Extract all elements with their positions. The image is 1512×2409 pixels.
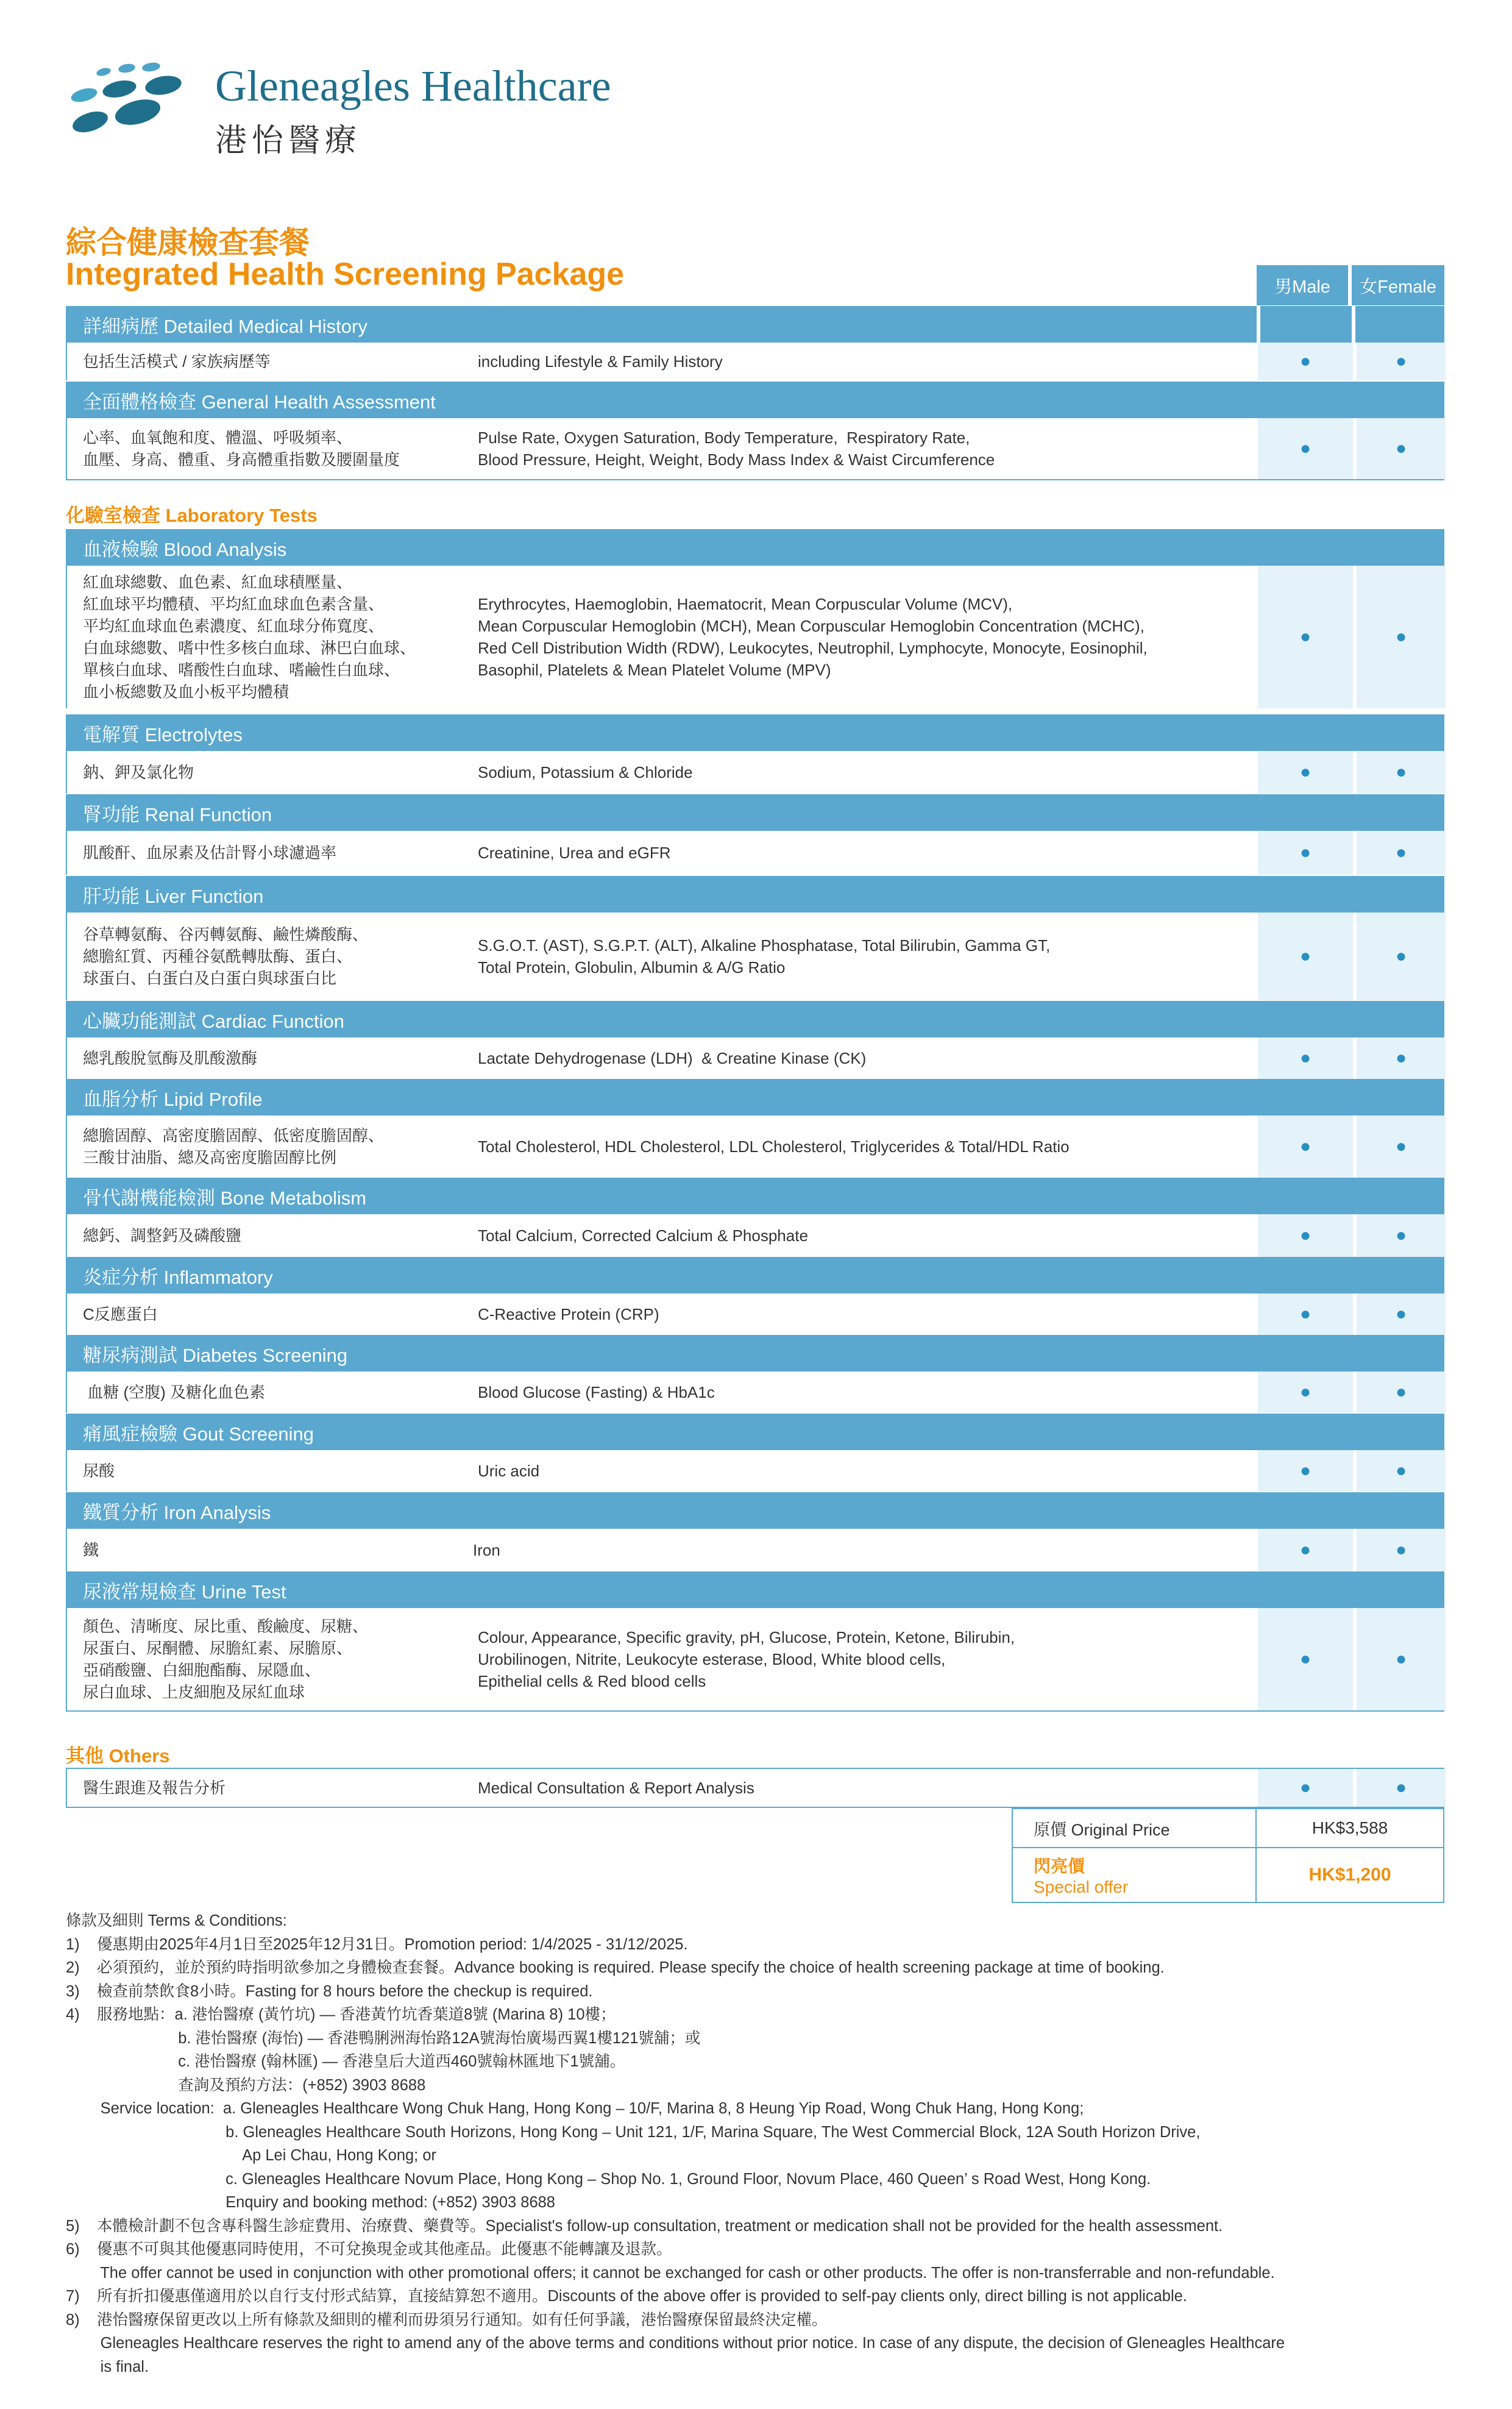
terms-line: The offer cannot be used in conjunction with other promotional offers; it cannot be exchanged for cash or other products. The offer is non-transferrable and non-refundable. (66, 2264, 1275, 2282)
female-check-icon: ● (1357, 1293, 1446, 1335)
table-row (66, 751, 1444, 794)
section-header-label: 血脂分析 Lipid Profile (83, 1088, 263, 1110)
section-header-label: 腎功能 Renal Function (83, 803, 272, 825)
table-row (66, 1037, 1444, 1079)
others-heading: 其他 Others (66, 1745, 170, 1767)
terms-line: 5) 本體檢計劃不包含專科醫生診症費用、治療費、藥費等。Specialist's follow-up consultation, treatment or medication shall not be provided for the health assessment. (66, 2217, 1223, 2235)
section-header-label: 骨代謝機能檢測 Bone Metabolism (83, 1187, 367, 1209)
row-label-en: S.G.O.T. (AST), S.G.P.T. (ALT), Alkaline Phosphatase, Total Bilirubin, Gamma GT, Total Protein, Globulin, Albumin & A/G Ratio (478, 936, 1051, 977)
section-urine-test (66, 1571, 1444, 1712)
section-header (66, 1492, 1444, 1529)
special-offer-value: HK$1,200 (1308, 1865, 1391, 1885)
male-check-icon: ● (1258, 566, 1353, 708)
row-label-en: Pulse Rate, Oxygen Saturation, Body Temperature, Respiratory Rate, Blood Pressure, Height, Weight, Body Mass Index & Waist Circumference (478, 429, 995, 469)
terms-line: b. Gleneagles Healthcare South Horizons, Hong Kong – Unit 121, 1/F, Marina Square, The West Commercial Block, 12A South Horizon Drive, (66, 2123, 1201, 2141)
original-price-label: 原價 Original Price (1013, 1809, 1257, 1847)
table-row (66, 1116, 1444, 1178)
female-check-icon: ● (1357, 1037, 1446, 1079)
male-check-icon: ● (1258, 1214, 1353, 1257)
male-check-icon: ● (1258, 1529, 1353, 1571)
terms-line: 查詢及預約方法：(+852) 3903 8688 (66, 2076, 426, 2094)
table-row (66, 566, 1444, 708)
section-header (66, 382, 1444, 418)
section-lipid-profile (66, 1079, 1444, 1178)
brand-logo-mark (66, 61, 200, 152)
terms-line: Service location: a. Gleneagles Healthcare Wong Chuk Hang, Hong Kong – 10/F, Marina 8, 8 Heung Yip Road, Wong Chuk Hang, Hong Kong; (66, 2100, 1084, 2117)
male-check-icon: ● (1258, 1608, 1353, 1710)
terms-line: 條款及細則 Terms & Conditions: (66, 1912, 287, 1929)
brand-name-en: Gleneagles Healthcare (215, 62, 611, 110)
female-check-icon: ● (1357, 566, 1446, 708)
section-header-label: 痛風症檢驗 Gout Screening (83, 1423, 314, 1445)
lab-tests-heading: 化驗室檢查 Laboratory Tests (66, 505, 318, 526)
section-gout-screening (66, 1414, 1444, 1492)
male-check-icon: ● (1258, 1450, 1353, 1492)
section-header (66, 1414, 1444, 1450)
table-row (66, 913, 1444, 1000)
section-header (66, 1335, 1444, 1372)
terms-line: 2) 必須預約，並於預約時指明欲參加之身體檢查套餐。Advance booking is required. Please specify the choice of health screening package at time of booking. (66, 1959, 1165, 1976)
female-check-icon: ● (1357, 1769, 1446, 1807)
section-header-label: 炎症分析 Inflammatory (83, 1266, 273, 1288)
section-header (66, 1178, 1444, 1214)
original-price-value: HK$3,588 (1311, 1818, 1388, 1837)
row-label-en: Colour, Appearance, Specific gravity, pH, Glucose, Protein, Ketone, Bilirubin, Urobilinogen, Nitrite, Leukocyte esterase, Blood, White blood cells, Epithelial cells & Red blood cells (478, 1628, 1015, 1690)
male-check-icon: ● (1258, 343, 1353, 380)
male-check-icon: ● (1258, 751, 1353, 794)
male-check-icon: ● (1258, 913, 1353, 1000)
section-blood-analysis (66, 529, 1444, 708)
row-label-zh: 心率、血氧飽和度、體溫、呼吸頻率、 血壓、身高、體重、身高體重指數及腰圍量度 (83, 429, 400, 469)
row-label-zh: 總膽固醇、高密度膽固醇、低密度膽固醇、 三酸甘油脂、總及高密度膽固醇比例 (83, 1126, 385, 1167)
section-iron-analysis (66, 1492, 1444, 1571)
row-label-zh: 鈉、鉀及氯化物 (83, 763, 194, 781)
female-check-icon: ● (1357, 1529, 1446, 1571)
section-cardiac-function (66, 1001, 1444, 1079)
row-label-en: including Lifestyle & Family History (478, 352, 723, 371)
table-row (66, 1372, 1444, 1413)
terms-line: Enquiry and booking method: (+852) 3903 8688 (66, 2194, 555, 2211)
special-offer-label-zh: 閃亮價 (1034, 1857, 1085, 1876)
section-header (66, 1079, 1444, 1116)
female-check-icon: ● (1357, 343, 1446, 380)
row-label-en: Total Calcium, Corrected Calcium & Phosphate (478, 1226, 808, 1245)
section-header (66, 1571, 1444, 1608)
terms-line: 4) 服務地點：a. 港怡醫療 (黃竹坑) — 香港黃竹坑香葉道8號 (Marina 8) 10樓； (66, 2006, 616, 2023)
row-label-zh: 谷草轉氨酶、谷丙轉氨酶、鹼性燐酸酶、 總膽紅質、丙種谷氨酰轉肽酶、蛋白、 球蛋白、白蛋白及白蛋白與球蛋白比 (83, 925, 369, 987)
section-liver-function (66, 876, 1444, 1000)
terms-line: c. 港怡醫療 (翰林匯) — 香港皇后大道西460號翰林匯地下1號舖。 (66, 2053, 626, 2070)
section-header-label: 糖尿病測試 Diabetes Screening (83, 1344, 348, 1366)
page-title-zh: 綜合健康檢查套餐 (66, 226, 310, 260)
row-label-en: Creatinine, Urea and eGFR (478, 844, 671, 862)
table-row (66, 343, 1444, 380)
row-label-zh: 尿酸 (83, 1462, 115, 1480)
row-label-zh: 鐵 (83, 1541, 99, 1559)
column-header-male: 男Male (1257, 265, 1348, 305)
row-label-zh: 顏色、清晰度、尿比重、酸鹼度、尿糖、 尿蛋白、尿酮體、尿膽紅素、尿膽原、 亞硝酸鹽、白細胞酯酶、尿隱血、 尿白血球、上皮細胞及尿紅血球 (83, 1617, 369, 1701)
section-header (66, 306, 1444, 343)
table-row (66, 1214, 1444, 1257)
table-row (66, 1529, 1444, 1571)
terms-line: is final. (66, 2358, 149, 2375)
section-header-label: 鐵質分析 Iron Analysis (83, 1501, 271, 1523)
section-general-assessment (66, 382, 1444, 480)
brand-logo (66, 61, 645, 158)
section-electrolytes (66, 714, 1444, 794)
section-header-label: 肝功能 Liver Function (83, 885, 264, 907)
section-header (66, 1001, 1444, 1037)
row-label-zh: 醫生跟進及報告分析 (83, 1779, 226, 1797)
special-offer-row (1013, 1848, 1443, 1902)
row-label-zh: C反應蛋白 (83, 1305, 158, 1323)
female-check-icon: ● (1357, 1214, 1446, 1257)
row-label-zh: 紅血球總數、血色素、紅血球積壓量、 紅血球平均體積、平均紅血球血色素含量、 平均紅血球血色素濃度、紅血球分佈寬度、 白血球總數、嗜中性多核白血球、淋巴白血球、 單核白血球、嗜酸性白血球、嗜鹼性白血球、 血小板總數及血小板平均體積 (83, 573, 416, 701)
row-label-en: Sodium, Potassium & Chloride (478, 763, 693, 781)
terms-line: 7) 所有折扣優惠僅適用於以自行支付形式結算，直接結算恕不適用。Discounts of the above offer is provided to self-pay clients only, direct billing is not applicable. (66, 2288, 1187, 2305)
terms-line: 3) 檢查前禁飲食8小時。Fasting for 8 hours before the checkup is required. (66, 1982, 593, 2000)
terms-line: Gleneagles Healthcare reserves the right to amend any of the above terms and conditions without prior notice. In case of any dispute, the decision of Gleneagles Healthcare (66, 2335, 1285, 2352)
female-check-icon: ● (1357, 1450, 1446, 1492)
price-box (1012, 1808, 1444, 1903)
female-check-icon: ● (1357, 751, 1446, 794)
section-header (66, 714, 1444, 751)
row-label-zh: 總鈣、調整鈣及磷酸鹽 (83, 1226, 242, 1245)
section-header (66, 1257, 1444, 1293)
male-check-icon: ● (1258, 1116, 1353, 1178)
table-row (66, 1450, 1444, 1492)
row-label-en: Lactate Dehydrogenase (LDH) & Creatine Kinase (CK) (478, 1049, 867, 1067)
row-label-en: Iron (473, 1541, 500, 1559)
row-label-en: Medical Consultation & Report Analysis (478, 1779, 754, 1797)
terms-line: 6) 優惠不可與其他優惠同時使用，不可兌換現金或其他產品。此優惠不能轉讓及退款。 (66, 2241, 672, 2258)
table-row (66, 1293, 1444, 1335)
row-label-zh: 總乳酸脫氫酶及肌酸激酶 (83, 1049, 258, 1067)
female-check-icon: ● (1357, 418, 1446, 479)
male-check-icon: ● (1258, 1293, 1353, 1335)
male-check-icon: ● (1258, 418, 1353, 479)
page-title-en: Integrated Health Screening Package (66, 257, 625, 292)
table-row (66, 1769, 1444, 1808)
section-header-label: 血液檢驗 Blood Analysis (83, 538, 287, 560)
male-check-icon: ● (1258, 831, 1353, 875)
section-header (66, 876, 1444, 913)
terms-line: Ap Lei Chau, Hong Kong; or (66, 2147, 437, 2164)
row-label-en: C-Reactive Protein (CRP) (478, 1305, 659, 1323)
column-header-female: 女Female (1352, 265, 1444, 305)
row-label-en: Erythrocytes, Haemoglobin, Haematocrit, Mean Corpuscular Volume (MCV), Mean Corpuscular Hemoglobin (MCH), Mean Corpuscular Hemoglobin Concentration (MCHC), Red Cell Distribution Width (RDW), Leukocytes, Neutrophil, Lymphocyte, Monocyte, Eosinophil, Basophil, Platelets & Mean Platelet Volume (MPV) (478, 595, 1148, 679)
female-check-icon: ● (1357, 1372, 1446, 1413)
section-header-label: 心臟功能測試 Cardiac Function (83, 1010, 344, 1032)
section-medical-history (66, 306, 1444, 380)
section-renal-function (66, 794, 1444, 875)
terms-line: c. Gleneagles Healthcare Novum Place, Hong Kong – Shop No. 1, Ground Floor, Novum Place, 460 Queen’ s Road West, Hong Kong. (66, 2170, 1151, 2188)
section-bone-metabolism (66, 1178, 1444, 1257)
row-label-zh: 血糖 (空腹) 及糖化血色素 (83, 1383, 265, 1401)
terms-line: 1) 優惠期由2025年4月1日至2025年12月31日。Promotion period: 1/4/2025 - 31/12/2025. (66, 1935, 688, 1953)
terms-line: b. 港怡醫療 (海怡) — 香港鴨脷洲海怡路12A號海怡廣場西翼1樓121號舖；或 (66, 2029, 701, 2047)
section-header-label: 詳細病歷 Detailed Medical History (83, 315, 367, 337)
section-others (66, 1768, 1444, 1808)
female-check-icon: ● (1357, 913, 1446, 1000)
female-check-icon: ● (1357, 1116, 1446, 1178)
female-check-icon: ● (1357, 831, 1446, 875)
section-inflammatory (66, 1257, 1444, 1335)
row-label-en: Uric acid (478, 1462, 540, 1480)
row-label-zh: 包括生活模式 / 家族病歷等 (83, 352, 271, 371)
section-header (66, 529, 1444, 566)
section-header-label: 電解質 Electrolytes (83, 724, 243, 745)
female-check-icon: ● (1357, 1608, 1446, 1710)
row-label-zh: 肌酸酐、血尿素及估計腎小球濾過率 (83, 844, 337, 862)
male-check-icon: ● (1258, 1372, 1353, 1413)
section-diabetes-screening (66, 1335, 1444, 1413)
row-label-en: Total Cholesterol, HDL Cholesterol, LDL Cholesterol, Triglycerides & Total/HDL Ratio (478, 1137, 1070, 1156)
special-offer-label-en: Special offer (1034, 1877, 1129, 1896)
brand-name-zh: 港怡醫療 (215, 123, 362, 159)
section-header (66, 794, 1444, 831)
table-row (66, 418, 1444, 480)
table-row (66, 1608, 1444, 1712)
male-check-icon: ● (1258, 1037, 1353, 1079)
section-header-label: 全面體格檢查 General Health Assessment (83, 391, 436, 413)
special-offer-label (1013, 1848, 1257, 1902)
original-price-row (1013, 1809, 1443, 1848)
terms-line: 8) 港怡醫療保留更改以上所有條款及細則的權利而毋須另行通知。如有任何爭議，港怡醫療保留最終決定權。 (66, 2311, 828, 2329)
table-row (66, 831, 1444, 875)
section-header-label: 尿液常規檢查 Urine Test (83, 1581, 286, 1603)
terms-and-conditions (66, 1909, 1449, 2379)
row-label-en: Blood Glucose (Fasting) & HbA1c (478, 1383, 715, 1401)
male-check-icon: ● (1258, 1769, 1353, 1807)
